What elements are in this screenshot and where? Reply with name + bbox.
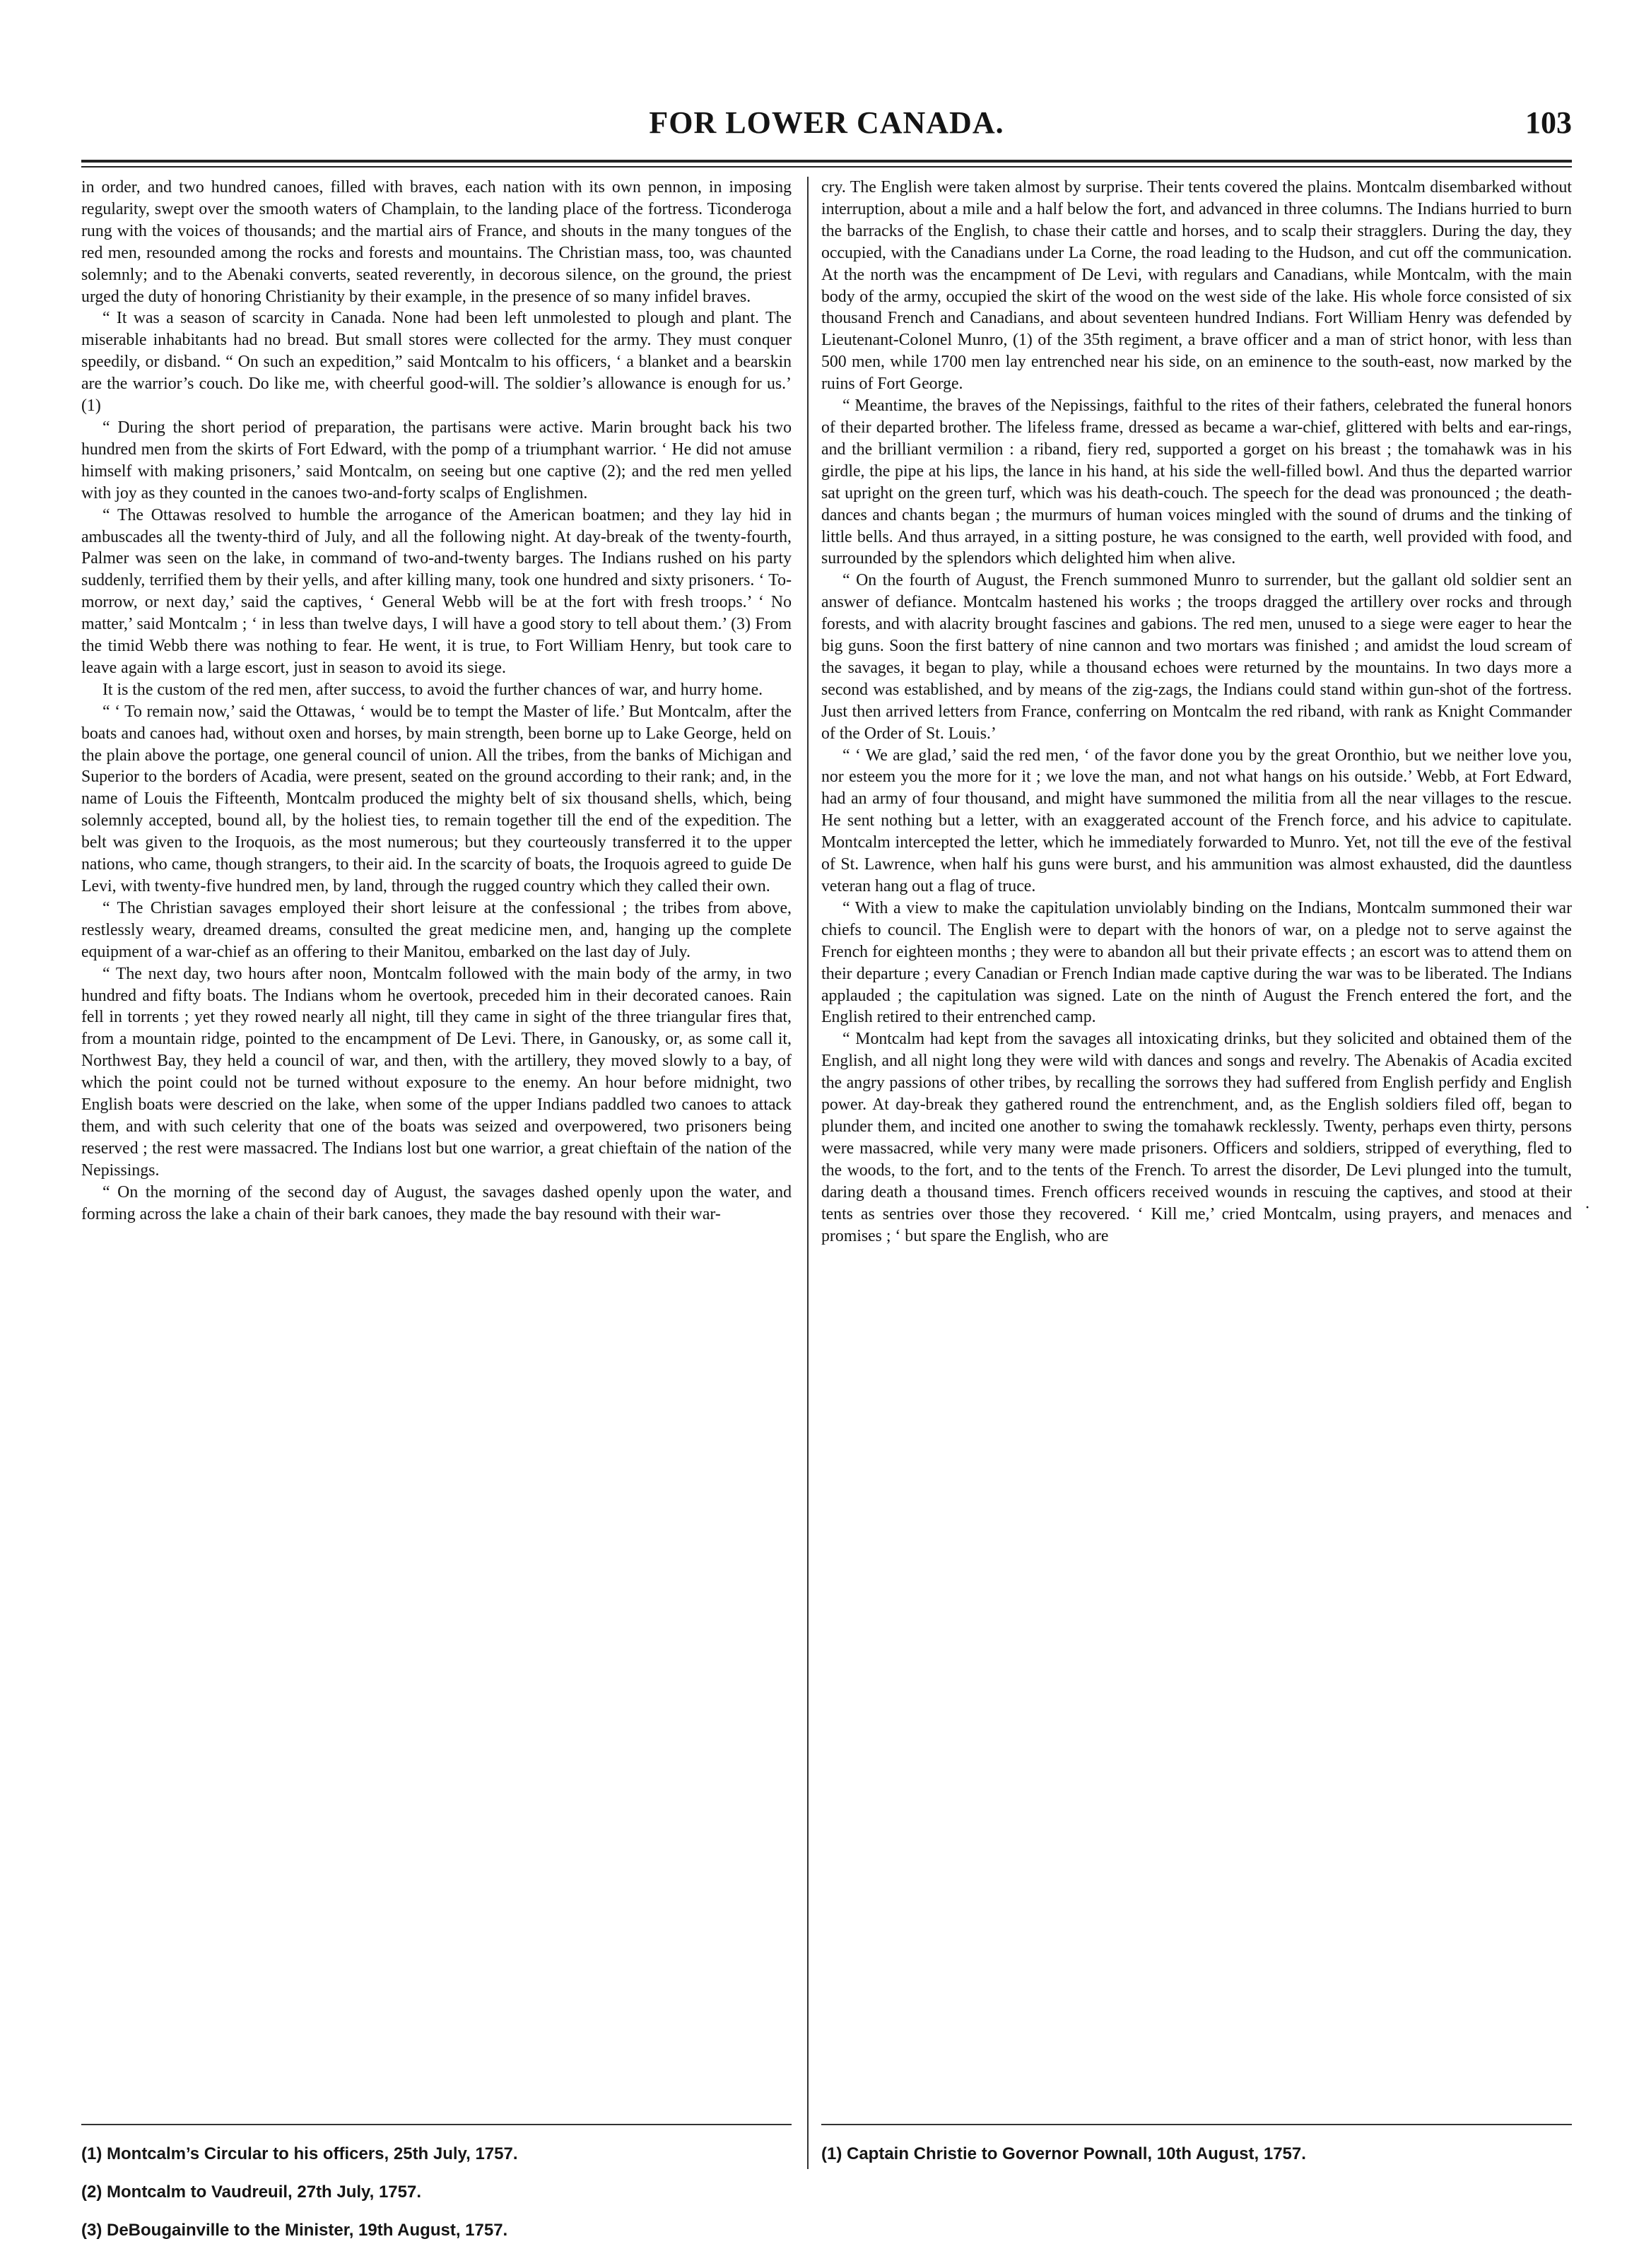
footnote: (2) Montcalm to Vaudreuil, 27th July, 1757. bbox=[81, 2182, 422, 2202]
paragraph: in order, and two hundred canoes, filled with braves, each nation with its own pennon, in imposing regularity, swept over the smooth waters of Champlain, to the landing place of the fortress. Ticonderoga rung with the voices of thousands; and the martial airs of France, and shouts in the many tongues of the red men, resounded among the rocks and forests and mountains. The Christian mass, too, was chaunted solemnly; and to the Abenaki converts, seated reverently, in decorous silence, on the ground, the priest urged the duty of honoring Christianity by their example, in the presence of so many infidel braves. bbox=[81, 178, 792, 306]
paragraph: “ The Ottawas resolved to humble the arrogance of the American boatmen; and they lay hid in ambuscades all the twenty-third of July, and all the following night. At day-break of the twenty-fourth, Palmer was seen on the lake, in command of two-and-twenty barges. The Indians rushed on his party suddenly, terrified them by their yells, and after killing many, took one hundred and sixty prisoners. ‘ To-morrow, or next day,’ said the captives, ‘ General Webb will be at the fort with fresh troops.’ ‘ No matter,’ said Montcalm ; ‘ in less than twelve days, I will have a good story to tell about them.’ (3) From the timid Webb there was nothing to fear. He went, it is true, to Fort William Henry, but took care to leave again with a large escort, just in season to avoid its siege. bbox=[81, 505, 792, 677]
header-double-rule bbox=[81, 160, 1572, 168]
footnote: (1) Montcalm’s Circular to his officers, 25th July, 1757. bbox=[81, 2144, 518, 2163]
paragraph: “ With a view to make the capitulation unviolably binding on the Indians, Montcalm summoned their war chiefs to council. The English were to depart with the honors of war, on a pledge not to serve against the French for eighteen months ; they were to abandon all but their private effects ; an escort was to attend them on their departure ; every Canadian or French Indian made captive during the war was to be liberated. The Indians applauded ; the capitulation was signed. Late on the ninth of August the French entered the fort, and the English retired to their entrenched camp. bbox=[821, 898, 1572, 1027]
paragraph: “ It was a season of scarcity in Canada. None had been left unmolested to plough and plant. The miserable inhabitants had no bread. But small stores were collected for the army. They must conquer speedily, or disband. “ On such an expedition,” said Montcalm to his officers, ‘ a blanket and a bearskin are the warrior’s couch. Do like me, with cheerful good-will. The soldier’s allowance is enough for us.’ (1) bbox=[81, 309, 792, 416]
page-title: FOR LOWER CANADA. bbox=[649, 105, 1004, 140]
paragraph: “ During the short period of preparation, the partisans were active. Marin brought back his two hundred men from the skirts of Fort Edward, with the pomp of a triumphant warrior. ‘ He did not amuse himself with making prisoners,’ said Montcalm, on seeing but one captive (2); and the red men yelled with joy as they counted in the canoes two-and-forty scalps of Englishmen. bbox=[81, 418, 792, 503]
paragraph: “ On the fourth of August, the French summoned Munro to surrender, but the gallant old soldier sent an answer of defiance. Montcalm hastened his works ; the troops dragged the artillery over rocks and through forests, and with alacrity brought fascines and gabions. The red men, unused to a siege were eager to hear the big guns. Soon the first battery of nine cannon and two mortars was finished ; and amidst the loud scream of the savages, it began to play, while a thousand echoes were returned by the mountains. In two days more a second was established, and by means of the zig-zags, the Indians could stand within gun-shot of the fortress. Just then arrived letters from France, conferring on Montcalm the red riband, with rank as Knight Commander of the Order of St. Louis.’ bbox=[821, 571, 1572, 743]
left-column-body bbox=[81, 177, 792, 2110]
page-number: 103 bbox=[1525, 105, 1572, 140]
running-head bbox=[81, 105, 1572, 151]
paragraph: “ On the morning of the second day of August, the savages dashed openly upon the water, and forming across the lake a chain of their bark canoes, they made the bay resound with their war- bbox=[81, 1182, 792, 1223]
footnote: (1) Captain Christie to Governor Pownall, 10th August, 1757. bbox=[821, 2144, 1306, 2163]
right-column-body bbox=[821, 177, 1572, 2110]
paragraph: “ ‘ We are glad,’ said the red men, ‘ of the favor done you by the great Oronthio, but we neither love you, nor esteem you the more for it ; we love the man, and not what hangs on his outside.’ Webb, at Fort Edward, had an army of four thousand, and might have summoned the militia from all the near villages to the rescue. He sent nothing but a letter, with an exaggerated account of the French force, and his advice to capitulate. Montcalm intercepted the letter, which he immediately forwarded to Munro. Yet, not till the eve of the festival of St. Lawrence, when half his guns were burst, and his ammunition was almost exhausted, did the dauntless veteran hang out a flag of truce. bbox=[821, 746, 1572, 895]
right-footnotes bbox=[821, 2124, 1572, 2173]
left-footnotes bbox=[81, 2124, 792, 2250]
left-column bbox=[81, 177, 792, 2240]
paragraph: cry. The English were taken almost by surprise. Their tents covered the plains. Montcalm disembarked without interruption, about a mile and a half below the fort, and advanced in three columns. The Indians hurried to burn the barracks of the English, to chase their cattle and horses, and to scalp their stragglers. During the day, they occupied, with the Canadians under La Corne, the road leading to the Hudson, and cut off the communication. At the north was the encampment of De Levi, with regulars and Canadians, while Montcalm, with the main body of the army, occupied the skirt of the wood on the west side of the lake. His whole force consisted of six thousand French and Canadians, and about seventeen hundred Indians. Fort William Henry was defended by Lieutenant-Colonel Munro, (1) of the 35th regiment, a brave officer and a man of strict honor, with less than 500 men, while 1700 men lay entrenched near his side, on an eminence to the south-east, now marked by the ruins of Fort George. bbox=[821, 178, 1572, 394]
column-divider bbox=[807, 177, 809, 2169]
paragraph: “ The Christian savages employed their short leisure at the confessional ; the tribes from above, restlessly weary, dreamed dreams, consulted the great medicine men, and, hanging up the complete equipment of a war-chief as an offering to their Manitou, embarked on the last day of July. bbox=[81, 898, 792, 961]
paragraph: It is the custom of the red men, after success, to avoid the further chances of war, and hurry home. bbox=[102, 680, 763, 699]
right-column bbox=[821, 177, 1572, 2197]
paragraph: “ ‘ To remain now,’ said the Ottawas, ‘ would be to tempt the Master of life.’ But Montcalm, after the boats and canoes had, without oxen and horses, by main strength, been borne up to Lake George, held on the plain above the portage, one general council of union. All the tribes, from the banks of Michigan and Superior to the borders of Acadia, were present, seated on the ground according to their rank; and, in the name of Louis the Fifteenth, Montcalm produced the mighty belt of six thousand shells, which, being solemnly accepted, bound all, by the holiest ties, to remain together till the end of the expedition. The belt was given to the Iroquois, as the most numerous; but they courteously transferred it to the upper nations, who came, though strangers, to their aid. In the scarcity of boats, the Iroquois agreed to guide De Levi, with twenty-five hundred men, by land, through the rugged country which they called their own. bbox=[81, 702, 792, 895]
footnote: (3) DeBougainville to the Minister, 19th August, 1757. bbox=[81, 2221, 508, 2240]
paragraph: “ Montcalm had kept from the savages all intoxicating drinks, but they solicited and obtained them of the English, and all night long they were wild with dances and songs and revelry. The Abenakis of Acadia excited the angry passions of other tribes, by recalling the sorrows they had suffered from English perfidy and English power. At day-break they gathered round the entrenchment, and, as the English soldiers filed off, began to plunder them, and incited one another to swing the tomahawk recklessly. Twenty, perhaps even thirty, persons were massacred, while very many were made prisoners. Officers and soldiers, stripped of everything, fled to the woods, to the fort, and to the tents of the French. To arrest the disorder, De Levi plunged into the tumult, daring death a thousand times. French officers received wounds in rescuing the captives, and stood at their tents as sentries over those they recovered. ‘ Kill me,’ cried Montcalm, using prayers, and menaces and promises ; ‘ but spare the English, who are bbox=[821, 1030, 1572, 1245]
paragraph: “ Meantime, the braves of the Nepissings, faithful to the rites of their fathers, celebrated the funeral honors of their departed brother. The lifeless frame, dressed as became a war-chief, glittered with belts and ear-rings, and the brilliant vermilion : a riband, fiery red, supported a gorget on his breast ; the tomahawk was in his girdle, the pipe at his lips, the lance in his hand, at his side the well-filled bowl. And thus the departed warrior sat upright on the green turf, which was his death-couch. The speech for the dead was pronounced ; the death-dances and chants began ; the murmurs of human voices mingled with the sound of drums and the tinking of little bells. And thus arrayed, in a sitting posture, he was consigned to the earth, well provided with food, and surrounded by the splendors which delighted him when alive. bbox=[821, 396, 1572, 568]
paragraph: “ The next day, two hours after noon, Montcalm followed with the main body of the army, in two hundred and fifty boats. The Indians whom he overtook, preceded him in their decorated canoes. Rain fell in torrents ; yet they rowed nearly all night, till they came in sight of the three triangular fires that, from a mountain ridge, pointed to the encampment of De Levi. There, in Ganousky, or, as some call it, Northwest Bay, they held a council of war, and then, with the artillery, they moved slowly to a bay, of which the point could not be turned without exposure to the enemy. An hour before midnight, two English boats were descried on the lake, when some of the upper Indians paddled two canoes to attack them, and with such celerity that one of the boats was seized and overpowered, two prisoners being reserved ; the rest were massacred. The Indians lost but one warrior, a great chieftain of the nation of the Nepissings. bbox=[81, 964, 792, 1180]
printer-mark: · bbox=[1585, 1199, 1590, 1217]
